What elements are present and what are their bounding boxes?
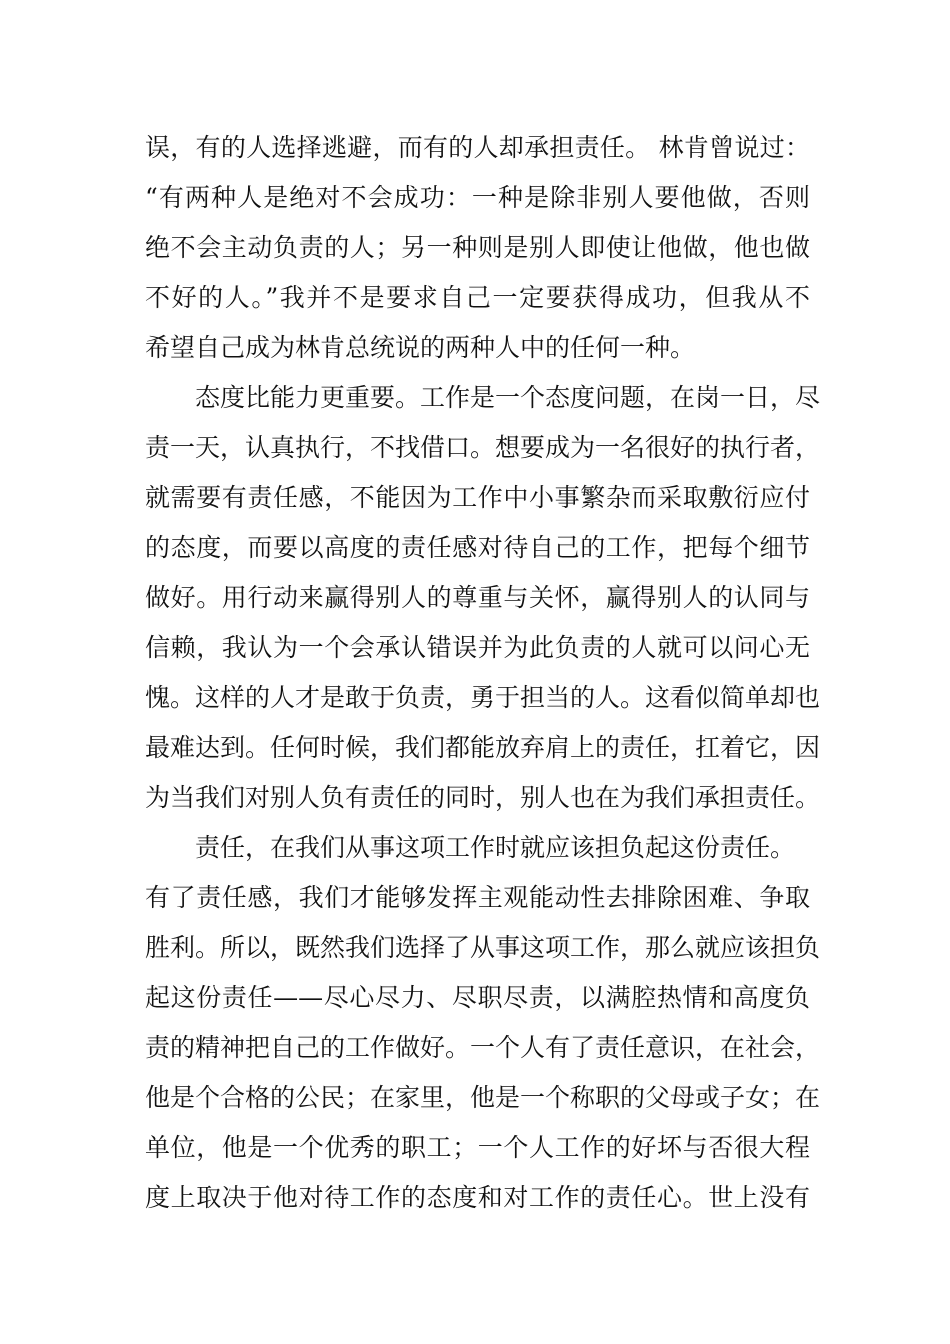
text-line: 误，有的人选择逃避，而有的人却承担责任。 林肯曾说过： bbox=[145, 133, 810, 162]
text-line: 的态度，而要以高度的责任感对待自己的工作，把每个细节 bbox=[145, 533, 810, 562]
text-line: “有两种人是绝对不会成功：一种是除非别人要他做，否则 bbox=[145, 183, 810, 212]
text-line: 绝不会主动负责的人；另一种则是别人即使让他做，他也做 bbox=[145, 233, 810, 262]
text-line: 愧。这样的人才是敢于负责，勇于担当的人。这看似简单却也 bbox=[145, 683, 821, 712]
text-line: 最难达到。任何时候，我们都能放弃肩上的责任，扛着它，因 bbox=[145, 733, 821, 762]
paragraph-first-line: 责任，在我们从事这项工作时就应该担负起这份责任。 bbox=[195, 833, 796, 862]
text-line: 单位，他是一个优秀的职工；一个人工作的好坏与否很大程 bbox=[145, 1133, 810, 1162]
text-line: 责的精神把自己的工作做好。一个人有了责任意识，在社会， bbox=[145, 1033, 821, 1062]
text-line: 他是个合格的公民；在家里，他是一个称职的父母或子女；在 bbox=[145, 1083, 821, 1112]
text-line: 有了责任感，我们才能够发挥主观能动性去排除困难、争取 bbox=[145, 883, 810, 912]
text-line: 不好的人。”我并不是要求自己一定要获得成功，但我从不 bbox=[145, 283, 810, 312]
paragraph-first-line: 态度比能力更重要。工作是一个态度问题，在岗一日，尽 bbox=[195, 383, 821, 412]
text-line: 做好。用行动来赢得别人的尊重与关怀，赢得别人的认同与 bbox=[145, 583, 810, 612]
text-line: 信赖，我认为一个会承认错误并为此负责的人就可以问心无 bbox=[145, 633, 810, 662]
text-line: 就需要有责任感，不能因为工作中小事繁杂而采取敷衍应付 bbox=[145, 483, 810, 512]
text-line: 责一天，认真执行，不找借口。想要成为一名很好的执行者， bbox=[145, 433, 821, 462]
text-line: 希望自己成为林肯总统说的两种人中的任何一种。 bbox=[145, 333, 696, 362]
text-line: 胜利。所以，既然我们选择了从事这项工作，那么就应该担负 bbox=[145, 933, 821, 962]
text-line: 起这份责任——尽心尽力、尽职尽责，以满腔热情和高度负 bbox=[145, 983, 810, 1012]
text-line: 度上取决于他对待工作的态度和对工作的责任心。世上没有 bbox=[145, 1183, 810, 1212]
text-line: 为当我们对别人负有责任的同时，别人也在为我们承担责任。 bbox=[145, 783, 821, 812]
